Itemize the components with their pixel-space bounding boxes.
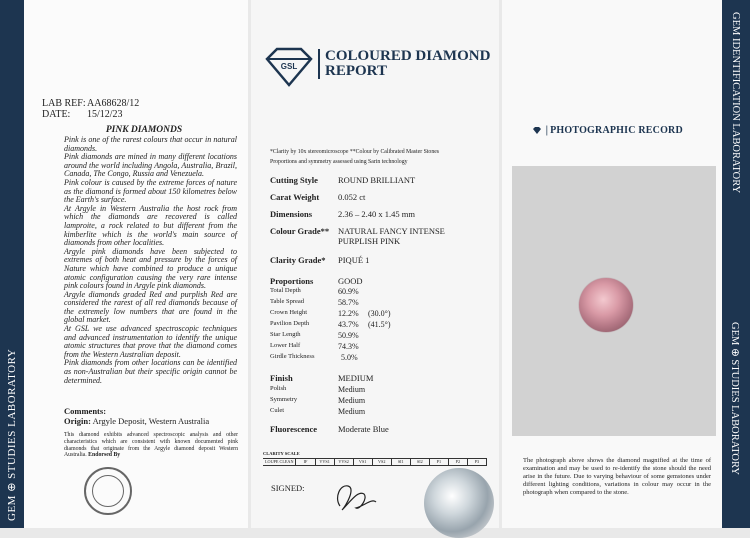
signature-icon — [330, 476, 380, 516]
pink-paragraph: Pink colour is caused by the extreme forces of nature as the diamond is formed about 150 kilometres below the Earth's surface. — [64, 177, 237, 205]
endorsement-body: This diamond exhibits advanced spectroscopic analysis and other characteristics which are consistent with known documented pink diamonds that originate from the Argyle diamond deposit Western Australia. — [64, 432, 238, 459]
pink-paragraph: Argyle diamonds graded Red and purplish Red are considered the rarest of all red diamonds because of the extremely low numbers that are found in the global market. — [64, 289, 237, 325]
clarity-scale-cell: SI2 — [411, 459, 430, 465]
clarity-scale-cell: SI1 — [392, 459, 411, 465]
endorsement-text — [64, 432, 238, 459]
clarity-scale-cell: VVS1 — [316, 459, 335, 465]
photo-title-text: PHOTOGRAPHIC RECORD — [550, 125, 683, 136]
grading-row-label: Dimensions — [270, 209, 313, 219]
report-title-line2: REPORT — [325, 63, 387, 79]
gsl-diamond-logo-icon — [263, 45, 315, 87]
pink-paragraph: Argyle pink diamonds have been subjected to extremes of both heat and pressure by the forces of Nature which have combined to produce a unique atomic configuration causing the very rare intense pink colours found in Argyle pink diamonds. — [64, 246, 237, 291]
grading-row-value: ROUND BRILLIANT — [338, 175, 416, 185]
grading-row-value: NATURAL FANCY INTENSE — [338, 226, 445, 236]
finish-label: Finish — [270, 373, 293, 383]
fluorescence-label: Fluorescence — [270, 424, 318, 434]
grading-row-label: Carat Weight — [270, 192, 320, 202]
pink-diamond-image — [579, 278, 633, 332]
clarity-scale-label: CLARITY SCALE — [263, 451, 300, 456]
pink-paragraph: At Argyle in Western Australia the host rock from which the diamonds are recovered is called lamproite, a rock related to but different from the kimberlite which is the world's main source of diamonds from other localities. — [64, 203, 237, 248]
pink-diamonds-title: PINK DIAMONDS — [105, 125, 183, 135]
grading-row-value2: PURPLISH PINK — [338, 236, 401, 246]
clarity-scale-cell: VS2 — [373, 459, 392, 465]
grading-row-value: PIQUÉ 1 — [338, 255, 370, 265]
lab-ref-label: LAB REF: — [42, 98, 86, 109]
grading-row-label: Cutting Style — [270, 175, 318, 185]
right-spine-text-bottom: GEM ⊕ STUDIES LABORATORY — [729, 322, 740, 475]
photo-note: The photograph above shows the diamond magnified at the time of examination and may be used to re-identify the stone should the need arise in the future. Due to varying behaviour of some gemstones under different lighting conditions, variations in colour may occur in the photograph when compared to the stone. — [523, 457, 711, 496]
grading-row-value: 2.36 – 2.40 x 1.45 mm — [338, 209, 415, 219]
clarity-scale-bar — [263, 458, 487, 466]
pink-diamonds-body — [64, 136, 237, 385]
grading-row-label: Clarity Grade* — [270, 255, 326, 265]
date-value: 15/12/23 — [87, 109, 123, 120]
right-spine — [722, 0, 750, 528]
clarity-scale-cell: P3 — [468, 459, 487, 465]
lab-info — [42, 98, 139, 120]
grading-notes-line2: Proportions and symmetry assessed using Sarin technology — [270, 159, 408, 165]
report-page: GEM ⊕ STUDIES LABORATORY LAB REF:AA68628/12 DATE: 15/12/23 PINK DIAMONDS Pink is one of the rarest colours that occur in natural diamonds. Pink diamonds are mined in many different locations around the world including Angola, Australia, Brazil, Canada, The Congo, Russia and Venezuela. Pink colour is caused by the extreme forces of nature as the diamond is formed about 150 kilometres below the Earth's surface. At Argyle in Western Australia the host rock from which the diamonds are recovered is called lamproite, a rock related to but different from the kimberlite which is the world's main source of diamonds from other localities. Argyle pink diamonds have been subjected to extremes of both heat and pressure by the forces of Nature which have combined to produce a unique atomic configuration causing the very rare intense pink colours found in Argyle pink diamonds. Argyle diamonds graded Red and purplish Red are considered the rarest of all red diamonds because of the extremely low numbers that are found in the global market. At GSL we use advanced spectroscopic techniques and advanced instrumentation to identify the unique atomic structures that prove that the diamond comes from the Western Australian deposit. Pink diamonds from other locations can be identified as non-Australian but their specific origin cannot be determined. Comments: Origin: Argyle Deposit, Western Australia This diamond exhibits advanced spectroscopic analysis and other characteristics which are consistent with known documented pink diamonds that originate from the Argyle diamond deposit Western Australia. Endorsed By GSL COLOURED DIAMOND REPORT *Clarity by 10x stereomicroscope **Colour by Calibrated Master Stones Proportions and symmetry assessed using Sarin technology Cutting Style ROUND BRILLIANT Carat Weight 0.052 ct Dimensions 2.36 – 2.40 x 1.45 mm Colour Grade** NATURAL FANCY INTENSE PURPLISH PINK Clarity Grade* PIQUÉ 1 Proportions GOOD Total Depth 60.9% Table Spread 58.7% Crown Height 12.2% (30.0°) Pavilion Depth 43.7% (41.5°) Star Length 50.9% Lower Half 74.3% Girdle Thickness 5.0% Finish MEDIUM Polish Medium Symmetry Medium Culet Medium Fluorescence Moderate Blue CLARITY SCALE LOUPE CLEAN IF VVS1 VVS2 VS1 VS2 SI1 SI2 P1 P2 P3 SIGNED: | PHOTOGRAPHIC RECORD The photograph above shows the diamond magnified at the time of examination and may be used to re-identify the stone should the need arise in the future. Due to varying behaviour of some gemstones under different lighting conditions, variations in colour may occur in the photograph when compared to the stone. GEM IDENTIFICATION LABORATORY GEM ⊕ STUDIES LABORATORY — [0, 0, 750, 528]
clarity-scale — [263, 451, 487, 466]
certification-seal-icon — [84, 467, 132, 515]
report-title — [318, 49, 490, 79]
signed-label: SIGNED: — [271, 483, 305, 493]
comments-block — [64, 406, 209, 426]
left-spine-text: GEM ⊕ STUDIES LABORATORY — [6, 348, 18, 521]
clarity-scale-cell: P1 — [430, 459, 449, 465]
clarity-scale-cell: VVS2 — [335, 459, 354, 465]
comments-label: Comments: — [64, 406, 107, 416]
origin-value: Argyle Deposit, Western Australia — [92, 416, 210, 426]
grading-row-label: Colour Grade** — [270, 226, 330, 236]
pink-paragraph: Pink diamonds are mined in many different locations around the world including Angola, Australia, Brazil, Canada, The Congo, Russia and Venezuela. — [64, 152, 237, 179]
grading-row-value: GOOD — [338, 276, 363, 286]
clarity-scale-cell: IF — [296, 459, 315, 465]
clarity-scale-cell: VS1 — [354, 459, 373, 465]
lab-ref-value: AA68628/12 — [87, 98, 140, 109]
grading-notes — [270, 147, 492, 167]
date-label: DATE: — [42, 109, 71, 120]
grading-notes-line1: *Clarity by 10x stereomicroscope **Colour by Calibrated Master Stones — [270, 149, 440, 155]
grading-row-label: Proportions — [270, 276, 314, 286]
report-title-line1: COLOURED DIAMOND — [325, 48, 491, 64]
endorsed-by-label: Endorsed By — [88, 452, 121, 459]
diamond-icon — [533, 127, 541, 134]
photo-title: | PHOTOGRAPHIC RECORD — [533, 125, 683, 136]
pink-paragraph: At GSL we use advanced spectroscopic techniques and advanced instrumentation to identify the unique atomic structures that prove that the diamond comes from the Western Australian deposit. — [64, 324, 237, 359]
pink-paragraph: Pink diamonds from other locations can be identified as non-Australian but their specific origin cannot be determined. — [64, 358, 237, 385]
clarity-scale-cell: P2 — [449, 459, 468, 465]
left-spine — [0, 0, 24, 528]
grading-row-value: 0.052 ct — [338, 192, 366, 202]
origin-label: Origin: — [64, 416, 91, 426]
finish-value: MEDIUM — [338, 373, 374, 383]
right-spine-text-top: GEM IDENTIFICATION LABORATORY — [730, 12, 741, 194]
fluorescence-value: Moderate Blue — [338, 424, 389, 434]
gsl-logo-text: GSL — [280, 62, 298, 71]
clarity-scale-cell: LOUPE CLEAN — [263, 459, 296, 465]
pink-paragraph: Pink is one of the rarest colours that occur in natural diamonds. — [64, 135, 237, 153]
